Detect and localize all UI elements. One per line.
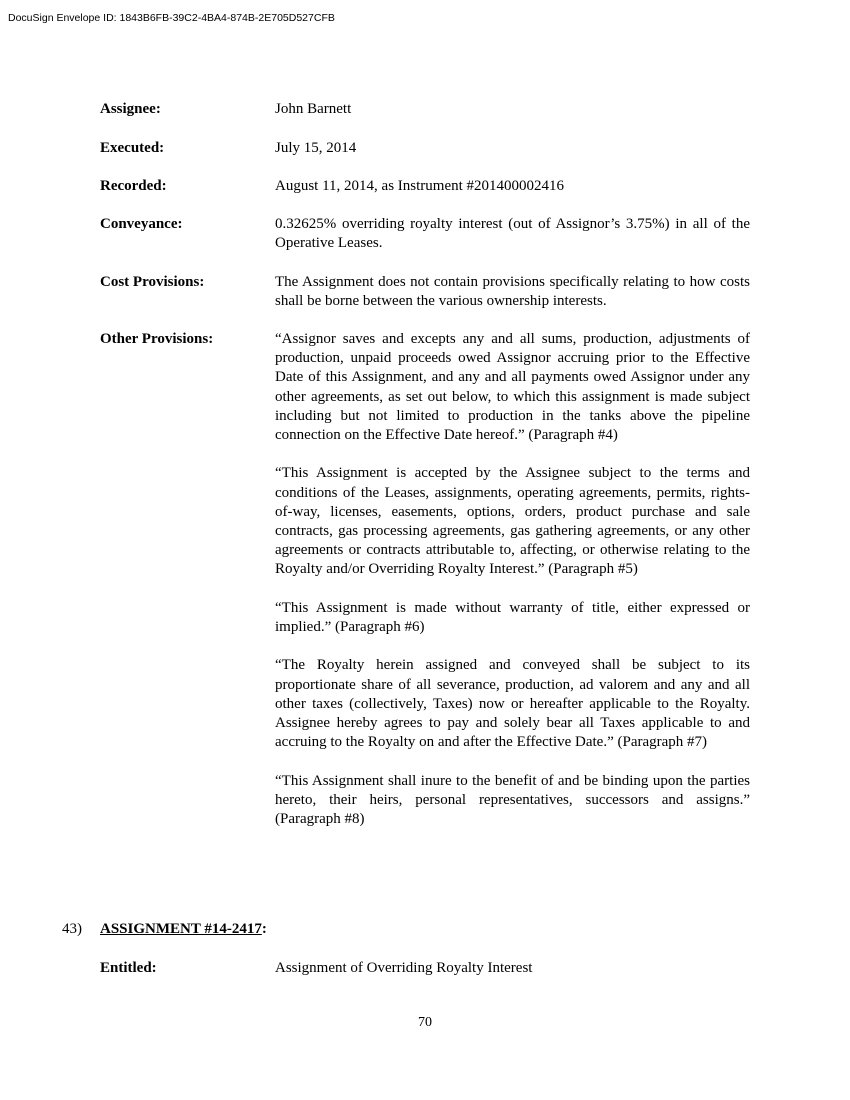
executed-value: July 15, 2014 <box>275 140 357 156</box>
provision-paragraph-4: “Assignor saves and excepts any and all sums, production, adjustments of production, unpaid proceeds owed Assignor accruing prior to the Effective Date of this Assignment, and any and all payments owed Assignor under any other agreements, as set out below, to which this assignment is made subject including but not limited to production in the tanks above the pipeline connection on the Effective Date hereof.” (Paragraph #4) <box>275 331 750 444</box>
entitled-label: Entitled: <box>100 960 157 976</box>
provision-paragraph-8: “This Assignment shall inure to the benefit of and be binding upon the parties hereto, their heirs, personal representatives, successors and assigns.” (Paragraph #8) <box>275 772 750 828</box>
section-title-colon: : <box>261 921 267 937</box>
conveyance-value: 0.32625% overriding royalty interest (out of Assignor’s 3.75%) in all of the Operative Leases. <box>275 216 750 252</box>
entitled-value: Assignment of Overriding Royalty Interest <box>275 960 533 976</box>
provision-paragraph-7: “The Royalty herein assigned and conveyed shall be subject to its proportionate share of all severance, production, ad valorem and any and all other taxes (collectively, Taxes) now or hereafter applicable to the Royalty. Assignee hereby agrees to pay and solely bear all Taxes applicable to and accruing to the Royalty on and after the Effective Date.” (Paragraph #7) <box>275 657 750 751</box>
other-provisions-body <box>275 330 750 848</box>
provision-paragraph-5: “This Assignment is accepted by the Assignee subject to the terms and conditions of the Leases, assignments, operating agreements, permits, rights-of-way, licenses, easements, options, orders, product purchase and sale contracts, gas processing agreements, gas gathering agreements, or any other agreements or contracts attributable to, affecting, or otherwise relating to the Royalty and/or Overriding Royalty Interest.” (Paragraph #5) <box>275 465 750 578</box>
cost-provisions-label: Cost Provisions: <box>100 274 205 290</box>
conveyance-label: Conveyance: <box>100 216 183 232</box>
assignee-value: John Barnett <box>275 101 352 117</box>
recorded-label: Recorded: <box>100 178 167 194</box>
executed-label: Executed: <box>100 140 165 156</box>
section-number: 43) <box>62 921 82 937</box>
recorded-value: August 11, 2014, as Instrument #201400002416 <box>275 178 565 194</box>
docusign-envelope-id: DocuSign Envelope ID: 1843B6FB-39C2-4BA4-874B-2E705D527CFB <box>8 12 335 24</box>
provision-paragraph-6: “This Assignment is made without warranty of title, either expressed or implied.” (Paragraph #6) <box>275 599 750 636</box>
assignee-label: Assignee: <box>100 101 161 117</box>
page-number: 70 <box>418 1015 432 1030</box>
section-title: ASSIGNMENT #14-2417 <box>100 921 262 937</box>
section-heading <box>62 920 267 939</box>
cost-provisions-value: The Assignment does not contain provisions specifically relating to how costs shall be borne between the various ownership interests. <box>275 274 750 310</box>
other-provisions-label: Other Provisions: <box>100 331 214 347</box>
